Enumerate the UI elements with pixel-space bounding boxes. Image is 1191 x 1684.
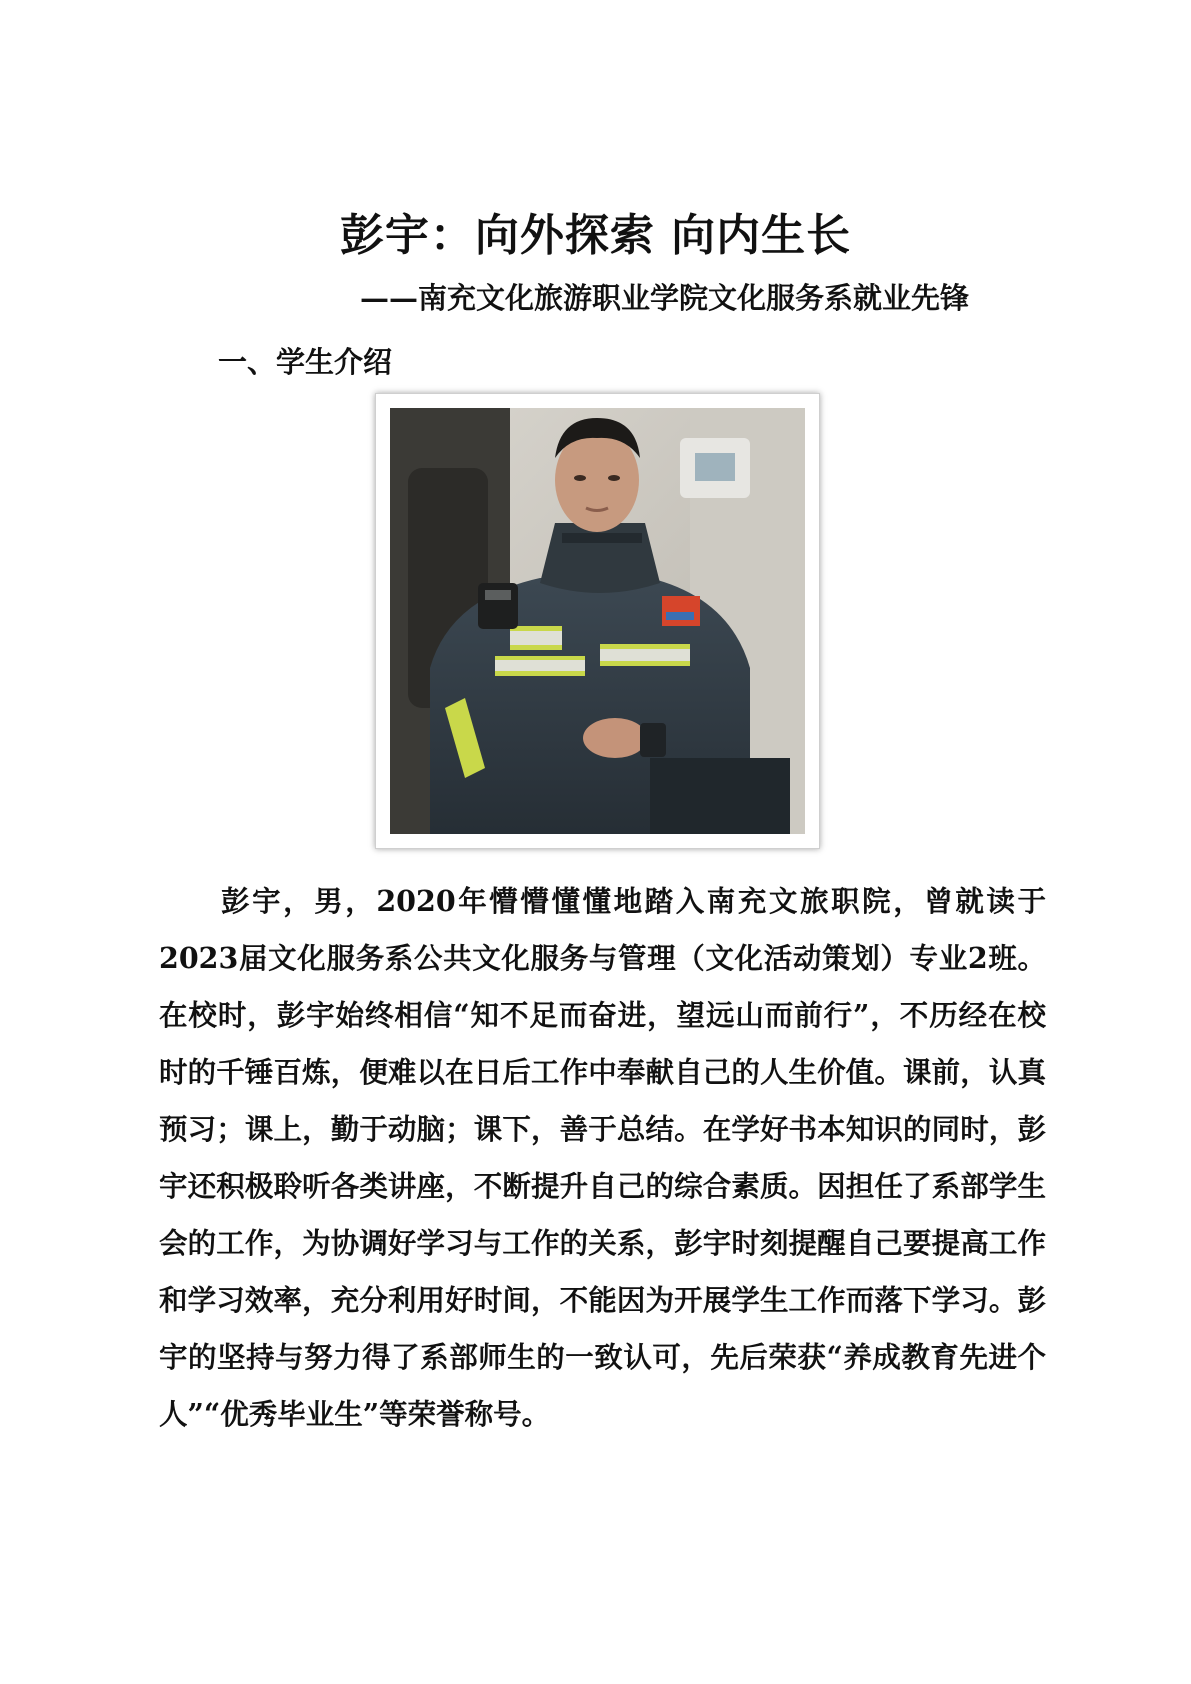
introduction-paragraph: 彭宇，男，2020年懵懵懂懂地踏入南充文旅职院，曾就读于2023届文化服务系公共文化服务与管理（文化活动策划）专业2班。在校时，彭宇始终相信“知不足而奋进，望远山而前行”，不历经在校时的千锤百炼，便难以在日后工作中奉献自己的人生价值。课前，认真预习；课上，勤于动脑；课下，善于总结。在学好书本知识的同时，彭宇还积极聆听各类讲座，不断提升自己的综合素质。因担任了系部学生会的工作，为协调好学习与工作的关系，彭宇时刻提醒自己要提高工作和学习效率，充分利用好时间，不能因为开展学生工作而落下学习。彭宇的坚持与努力得了系部师生的一致认可，先后荣获“养成教育先进个人”“优秀毕业生”等荣誉称号。 (159, 884, 1046, 1431)
student-introduction (159, 873, 1046, 1443)
student-photo-illustration (390, 408, 805, 834)
student-photo (375, 393, 820, 849)
document-title: 彭宇：向外探索 向内生长 (339, 210, 852, 261)
section-heading: 一、学生介绍 (218, 345, 393, 379)
document-subtitle: ——南充文化旅游职业学院文化服务系就业先锋 (360, 281, 970, 315)
